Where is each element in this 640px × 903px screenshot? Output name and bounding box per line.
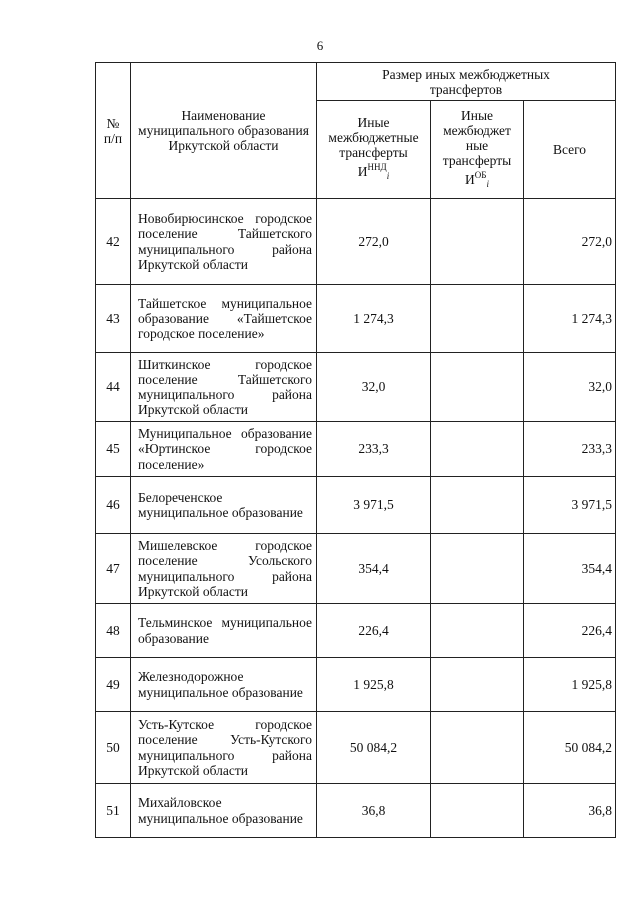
row-total: 354,4 (524, 534, 616, 604)
row-num: 45 (96, 422, 131, 477)
row-num: 48 (96, 604, 131, 658)
table-row (96, 534, 616, 604)
table-row (96, 285, 616, 353)
row-val1: 226,4 (317, 604, 431, 658)
col2-symbol: $И^{ОБ}_i$ (465, 169, 489, 189)
table-row (96, 422, 616, 477)
row-total: 3 971,5 (524, 477, 616, 534)
header-col3: Всего (524, 101, 616, 199)
row-name: Тельминское муниципальное образование (131, 604, 317, 658)
row-val1: 36,8 (317, 784, 431, 838)
row-val2 (431, 658, 524, 712)
row-val1: 354,4 (317, 534, 431, 604)
row-val1: 1 925,8 (317, 658, 431, 712)
row-val2 (431, 604, 524, 658)
table-row (96, 477, 616, 534)
row-name: Усть-Кутское городское поселение Усть-Кутского муниципального района Иркутской области (131, 712, 317, 784)
row-name: Железнодорожное муниципальное образование (131, 658, 317, 712)
table-row (96, 658, 616, 712)
table-row (96, 712, 616, 784)
header-col1: Иные межбюджетные трансферты $И^{ННД}_i$ (317, 101, 431, 199)
row-val1: 1 274,3 (317, 285, 431, 353)
row-total: 1 274,3 (524, 285, 616, 353)
row-val2 (431, 712, 524, 784)
row-total: 1 925,8 (524, 658, 616, 712)
row-total: 50 084,2 (524, 712, 616, 784)
row-total: 233,3 (524, 422, 616, 477)
table-row (96, 199, 616, 285)
row-num: 49 (96, 658, 131, 712)
header-name: Наименование муниципального образования Иркутской области (131, 63, 317, 199)
row-val2 (431, 534, 524, 604)
row-name: Белореченское муниципальное образование (131, 477, 317, 534)
row-val2 (431, 285, 524, 353)
row-val2 (431, 199, 524, 285)
row-name: Тайшетское муниципальное образование «Тайшетское городское поселение» (131, 285, 317, 353)
row-num: 51 (96, 784, 131, 838)
row-val2 (431, 477, 524, 534)
row-num: 42 (96, 199, 131, 285)
header-num: № п/п (96, 63, 131, 199)
row-val1: 272,0 (317, 199, 431, 285)
page-number: 6 (316, 38, 324, 53)
row-num: 50 (96, 712, 131, 784)
row-val1: 233,3 (317, 422, 431, 477)
row-name: Муниципальное образование «Юртинское городское поселение» (131, 422, 317, 477)
row-num: 44 (96, 353, 131, 422)
row-val1: 3 971,5 (317, 477, 431, 534)
row-val2 (431, 784, 524, 838)
header-group: Размер иных межбюджетных трансфертов (317, 63, 616, 101)
row-num: 43 (96, 285, 131, 353)
row-total: 36,8 (524, 784, 616, 838)
col1-symbol: $И^{ННД}_i$ (357, 162, 390, 181)
row-num: 47 (96, 534, 131, 604)
row-val2 (431, 422, 524, 477)
row-total: 272,0 (524, 199, 616, 285)
table-row (96, 353, 616, 422)
row-val1: 32,0 (317, 353, 431, 422)
row-name: Михайловское муниципальное образование (131, 784, 317, 838)
row-num: 46 (96, 477, 131, 534)
row-val1: 50 084,2 (317, 712, 431, 784)
row-name: Шиткинское городское поселение Тайшетского муниципального района Иркутской области (131, 353, 317, 422)
header-col2: Иные межбюджет ные трансферты $И^{ОБ}_i$ (431, 101, 524, 199)
table-row (96, 604, 616, 658)
row-total: 226,4 (524, 604, 616, 658)
row-name: Мишелевское городское поселение Усольского муниципального района Иркутской области (131, 534, 317, 604)
table-row (96, 784, 616, 838)
transfers-table (95, 62, 616, 838)
row-name: Новобирюсинское городское поселение Тайшетского муниципального района Иркутской области (131, 199, 317, 285)
row-val2 (431, 353, 524, 422)
row-total: 32,0 (524, 353, 616, 422)
